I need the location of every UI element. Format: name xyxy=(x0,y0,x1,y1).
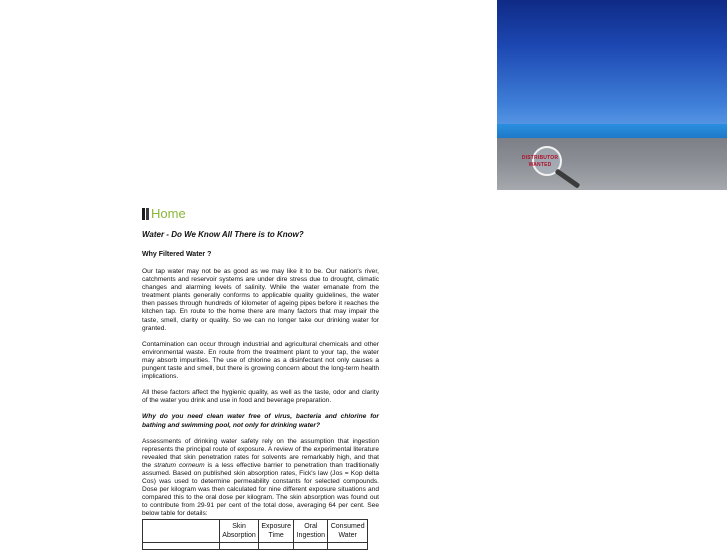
paragraph-factors: All these factors affect the hygienic quality, as well as the taste, odor and clarity of the water you drink and use in food and beverage preparation. xyxy=(142,389,379,405)
page-title: Water - Do We Know All There is to Know? xyxy=(142,230,304,239)
table-cell xyxy=(294,543,328,550)
assessment-text-end: is a less effective barrier to penetration than traditionally assumed. Based on published skin absorption rates, Fick's law (Jos = Kop delta Cos) was used to determine permeability constants for selected compounds. Dose per kilogram was then calculated for nine different exposure situations and compared this to the oral dose per kilogram. The skin absorption was found out to contribute from 29-91 per cent of the total dose, averaging 64 per cent. See below table for details: xyxy=(142,461,379,518)
assessment-text-start: Assessments of drinking water safety rely on the assumption that ingestion represents the principal route of exposure. A review of the experimental literature revealed that skin penetration rates for solvents are remarkably high, and that the xyxy=(142,437,379,469)
home-label: Home xyxy=(151,206,186,221)
table-header-exposure-time: Exposure Time xyxy=(259,520,294,543)
table-cell xyxy=(143,543,220,550)
banner-water xyxy=(497,124,727,138)
paragraph-intro: Our tap water may not be as good as we may like it to be. Our nation's river, catchments and reservoir systems are under dire stress due to drought, climatic changes and alarming levels of salinity. While the water emanate from the treatment plants generally conforms to applicable quality guidelines, the water then passes through hundreds of kilometer of ageing pipes before it reaches the kitchen tap. En route to the home there are many factors that may impair the taste, smell, clarity or quality. So we can no longer take our drinking water for granted. xyxy=(142,268,379,332)
distributor-wanted-text[interactable]: DISTRIBUTOR WANTED xyxy=(521,155,559,168)
paragraph-contamination: Contamination can occur through industrial and agricultural chemicals and other environmental waste. En route from the treatment plant to your tap, the water may absorb impurities. The use of chlorine as a disinfectant not only causes a pungent taste and smell, but there is growing concern about the long-term health implications. xyxy=(142,340,379,381)
paragraph-assessment xyxy=(142,438,379,519)
main-content xyxy=(142,206,379,527)
home-bars-icon xyxy=(142,208,149,220)
absorption-table xyxy=(142,519,368,550)
table-cell xyxy=(328,543,368,550)
assessment-term: stratum corneum xyxy=(154,461,205,469)
section-subtitle: Why Filtered Water ? xyxy=(142,251,212,258)
table-header-skin-absorption: Skin Absorption xyxy=(220,520,259,543)
table-cell xyxy=(259,543,294,550)
table-header-consumed-water: Consumed Water xyxy=(328,520,368,543)
table-header-oral-ingestion: Oral Ingestion xyxy=(294,520,328,543)
absorption-table-wrap xyxy=(142,519,369,550)
question-heading: Why do you need clean water free of virus, bacteria and chlorine for bathing and swimming pool, not only for drinking water? xyxy=(142,413,379,429)
table-row xyxy=(143,543,368,550)
table-header-blank xyxy=(143,520,220,543)
table-header-row xyxy=(143,520,368,543)
table-cell xyxy=(220,543,259,550)
home-heading xyxy=(142,206,379,222)
